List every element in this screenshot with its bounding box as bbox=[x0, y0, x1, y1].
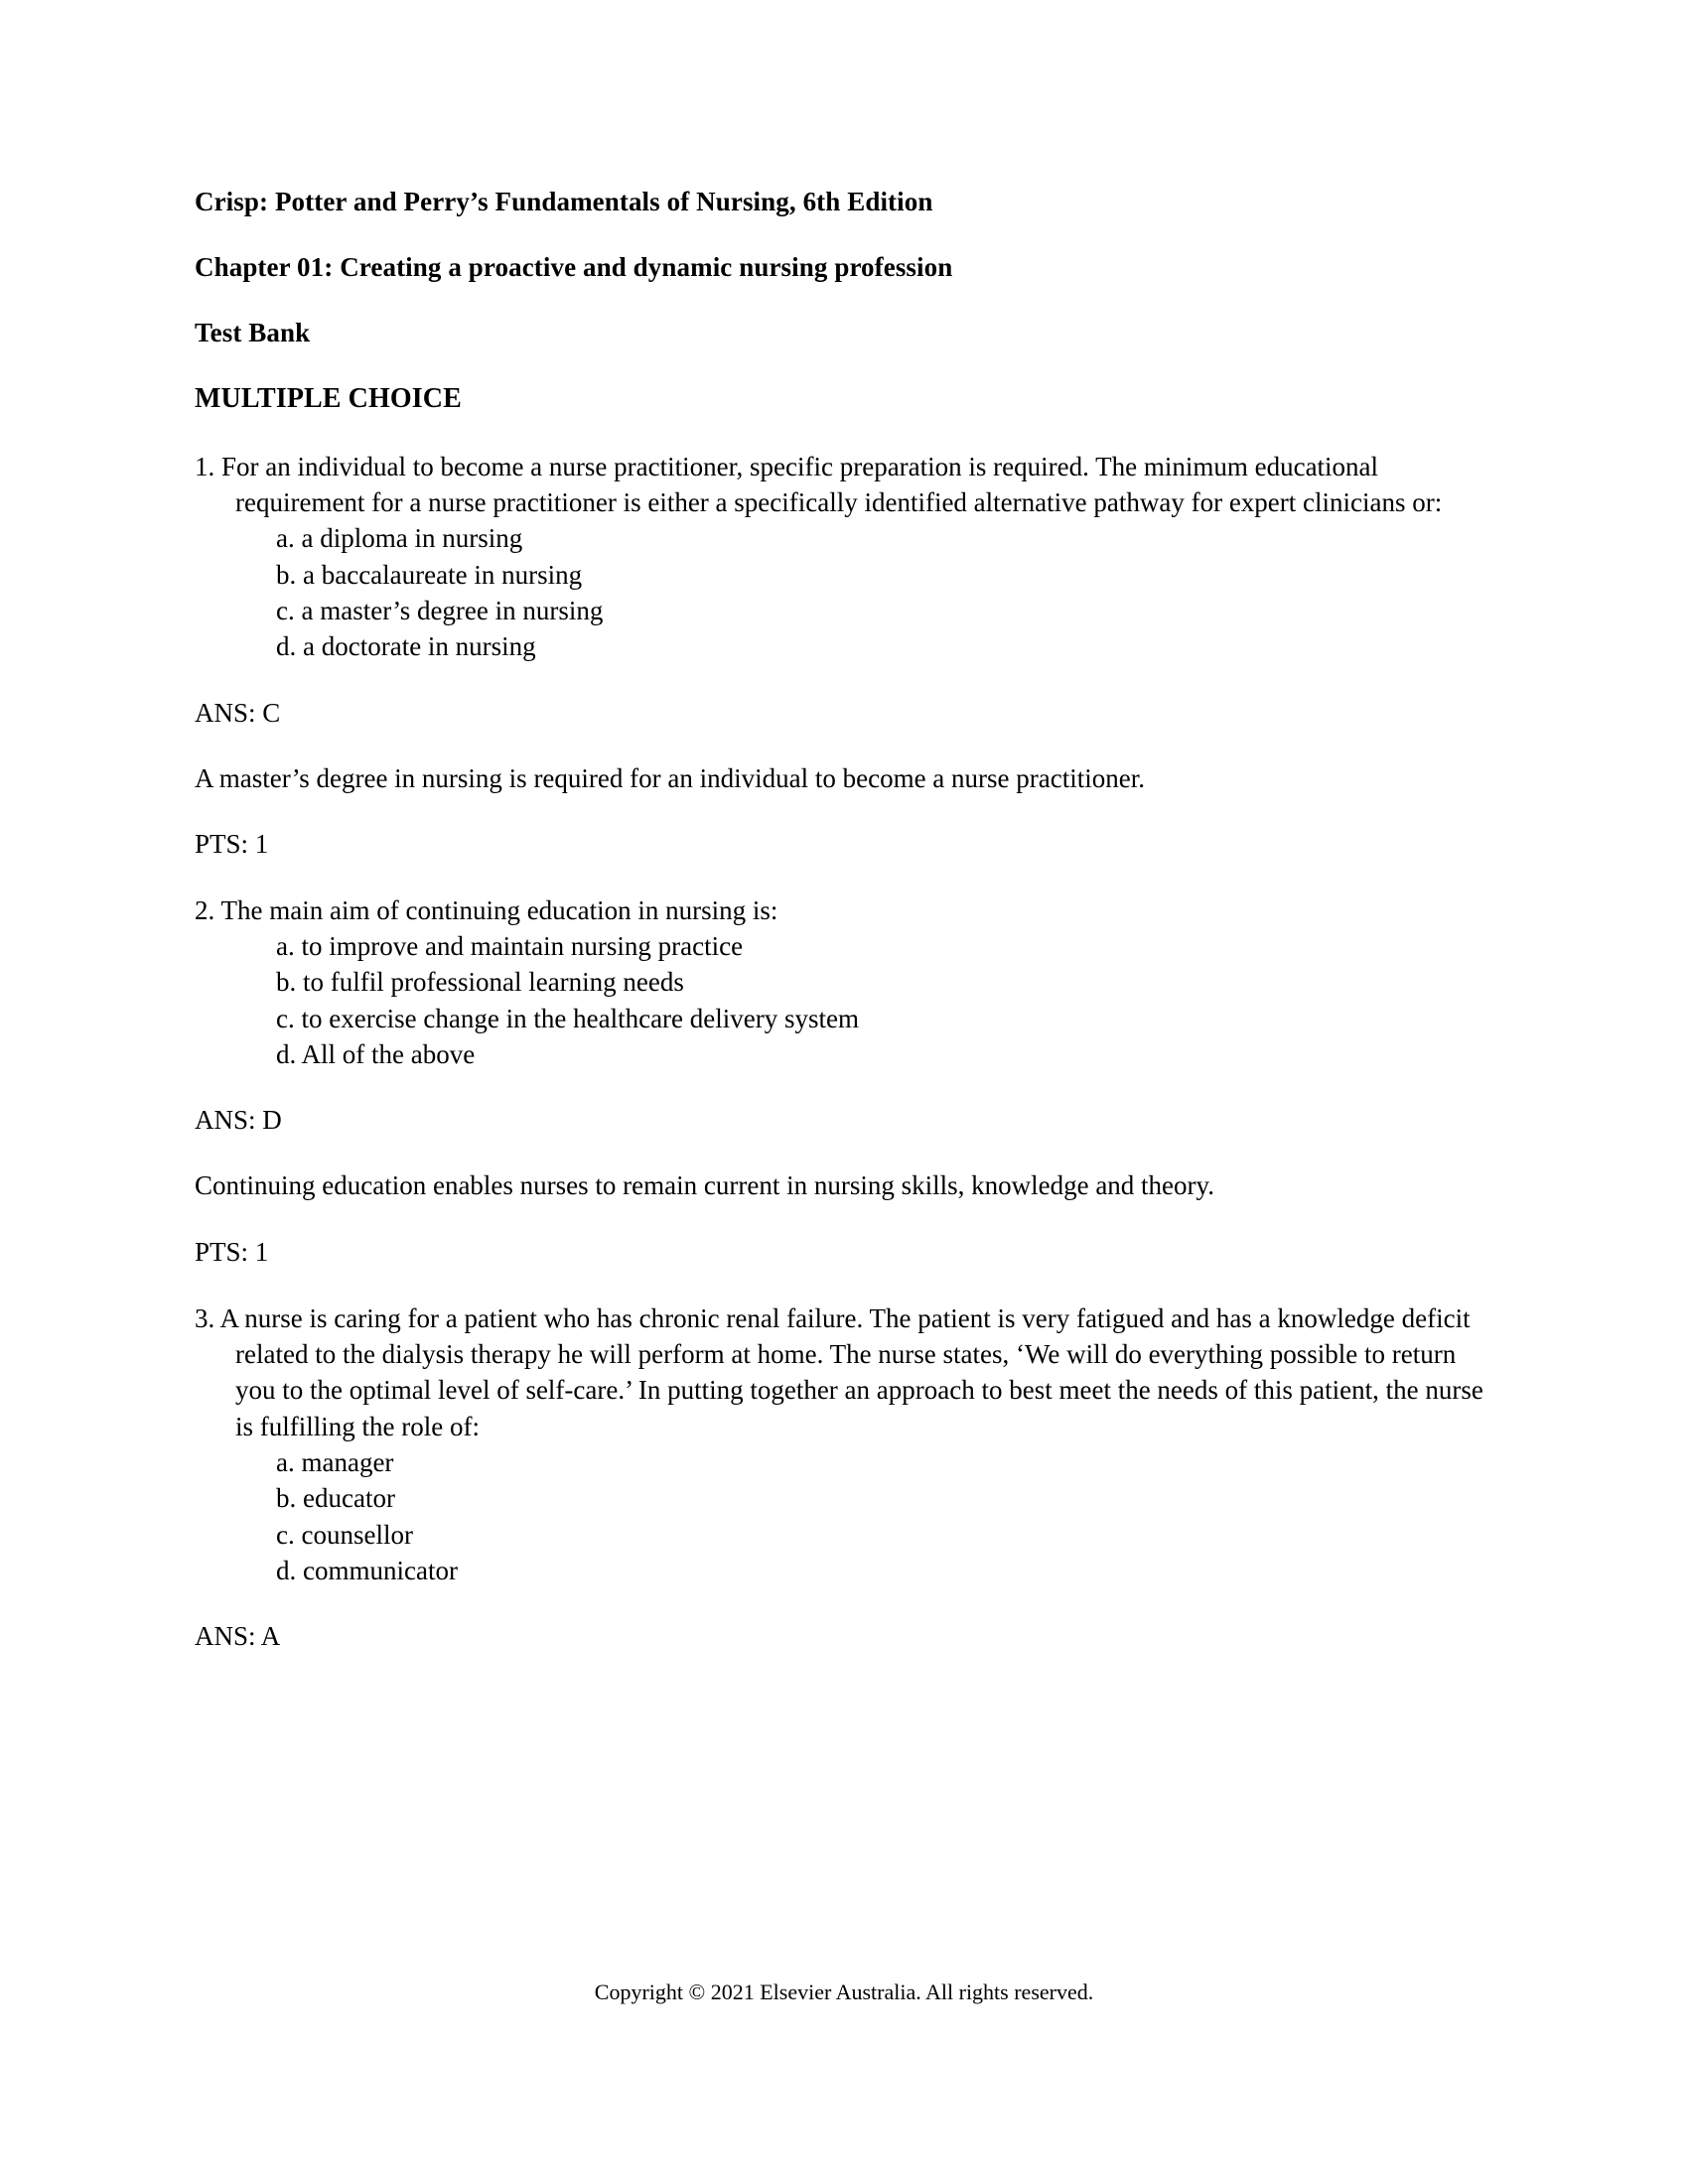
option-b[interactable]: b. educator bbox=[276, 1483, 395, 1514]
rationale-text: A master’s degree in nursing is required for an individual to become a nurse practitioner. bbox=[195, 762, 1145, 793]
question-stem bbox=[195, 892, 1485, 928]
rationale-text: Continuing education enables nurses to remain current in nursing skills, knowledge and theory. bbox=[195, 1170, 1215, 1201]
option-list bbox=[235, 520, 1485, 664]
question-number: 3. bbox=[195, 1302, 215, 1333]
question-stem bbox=[195, 449, 1485, 521]
question-number: 2. bbox=[195, 894, 215, 925]
answer-line: ANS: A bbox=[195, 1621, 281, 1652]
option-c[interactable]: c. a master’s degree in nursing bbox=[276, 595, 604, 625]
points-line: PTS: 1 bbox=[195, 1236, 269, 1267]
document-body bbox=[195, 185, 1485, 1685]
answer-line: ANS: C bbox=[195, 697, 281, 728]
option-b[interactable]: b. to fulfil professional learning needs bbox=[276, 967, 684, 998]
option-a[interactable]: a. manager bbox=[276, 1446, 394, 1477]
question-item bbox=[195, 449, 1485, 665]
option-a[interactable]: a. to improve and maintain nursing practice bbox=[276, 931, 744, 962]
test-bank-label: Test Bank bbox=[195, 318, 311, 348]
option-list bbox=[235, 1444, 1485, 1588]
page-footer: Copyright © 2021 Elsevier Australia. All rights reserved. bbox=[594, 1979, 1094, 2004]
question-item bbox=[195, 1300, 1485, 1589]
question-item bbox=[195, 892, 1485, 1073]
question-number: 1. bbox=[195, 451, 215, 481]
question-stem bbox=[195, 1300, 1485, 1444]
option-d[interactable]: d. All of the above bbox=[276, 1039, 476, 1070]
points-line: PTS: 1 bbox=[195, 828, 269, 859]
option-c[interactable]: c. to exercise change in the healthcare delivery system bbox=[276, 1003, 859, 1033]
book-title: Crisp: Potter and Perry’s Fundamentals of Nursing, 6th Edition bbox=[195, 187, 933, 216]
option-b[interactable]: b. a baccalaureate in nursing bbox=[276, 559, 583, 590]
question-text: The main aim of continuing education in nursing is: bbox=[220, 894, 778, 925]
question-text: A nurse is caring for a patient who has chronic renal failure. The patient is very fatigued and has a knowledge deficit related to the dialysis therapy he will perform at home. The nurse states, ‘We will do everything possible to return you to the optimal level of self-care.’ In putting together an approach to best meet the needs of this patient, the nurse is fulfilling the role of: bbox=[219, 1302, 1483, 1441]
section-heading-multiple-choice: MULTIPLE CHOICE bbox=[195, 383, 462, 415]
option-d[interactable]: d. communicator bbox=[276, 1555, 458, 1585]
option-d[interactable]: d. a doctorate in nursing bbox=[276, 631, 536, 662]
answer-line: ANS: D bbox=[195, 1105, 282, 1136]
option-a[interactable]: a. a diploma in nursing bbox=[276, 523, 523, 554]
chapter-title: Chapter 01: Creating a proactive and dynamic nursing profession bbox=[195, 252, 953, 283]
option-list bbox=[235, 928, 1485, 1072]
option-c[interactable]: c. counsellor bbox=[276, 1519, 413, 1550]
question-text: For an individual to become a nurse practitioner, specific preparation is required. The minimum educational requirement for a nurse practitioner is either a specifically identified alternative pathway for expert clinicians or: bbox=[221, 451, 1443, 517]
